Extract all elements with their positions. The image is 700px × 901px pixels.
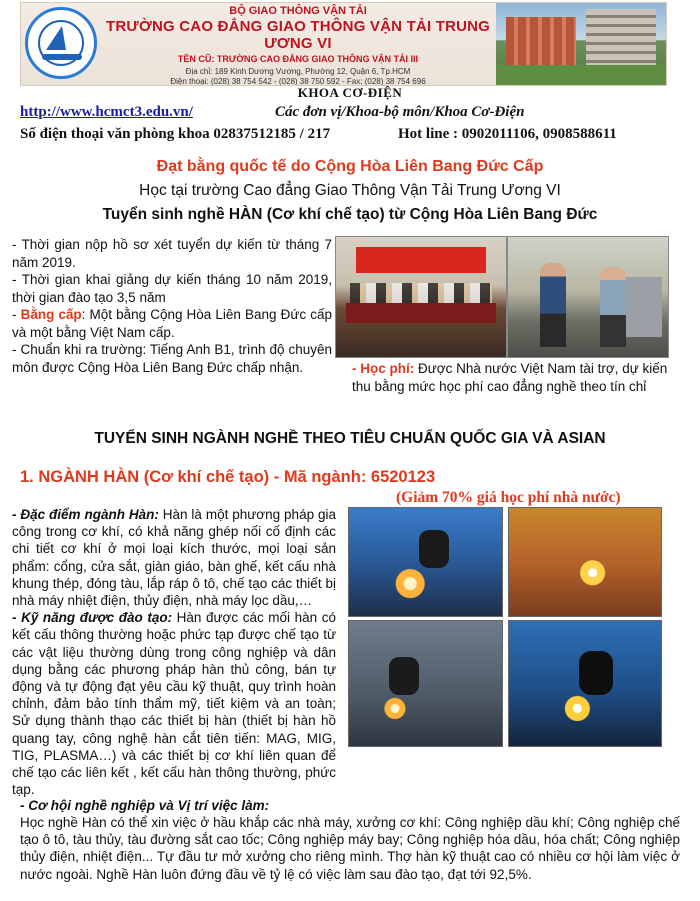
header-banner bbox=[20, 2, 667, 86]
skills-paragraph bbox=[12, 609, 336, 798]
welder-mask bbox=[579, 651, 613, 695]
college-address: Địa chỉ: 189 Kinh Dương Vương, Phường 12, Quận 6, Tp.HCM bbox=[185, 67, 411, 76]
opening-item: - Thời gian khai giảng dự kiến tháng 10 năm 2019, thời gian đào tạo 3,5 năm bbox=[12, 272, 332, 305]
banner-text bbox=[103, 5, 493, 86]
meeting-photo bbox=[335, 236, 507, 358]
workshop-photo bbox=[507, 236, 669, 358]
ship-icon bbox=[46, 26, 66, 50]
office-phone: Số điện thoại văn phòng khoa 02837512185 / 217 bbox=[20, 126, 331, 142]
building-right bbox=[586, 9, 656, 67]
wave-icon bbox=[42, 54, 82, 60]
faculty-title: KHOA CƠ-ĐIỆN bbox=[297, 85, 403, 100]
welding-photo-3 bbox=[348, 620, 503, 747]
college-phones: Điện thoại: (028) 38 754 542 - (028) 38 750 592 - Fax: (028) 38 754 696 bbox=[170, 77, 426, 86]
fee-text: Được Nhà nước Việt Nam tài trợ, dự kiến thu bằng mức học phí cao đẳng nghề theo tín chỉ bbox=[352, 361, 668, 394]
discount-note: (Giảm 70% giá học phí nhà nước) bbox=[396, 489, 621, 506]
degree-item: - Bằng cấp: Một bằng Cộng Hòa Liên Bang Đức cấp và một bằng Việt Nam cấp. bbox=[12, 307, 332, 340]
certificate-headline: Đạt bằng quốc tế do Cộng Hòa Liên Bang Đức Cấp bbox=[156, 158, 544, 175]
program-description bbox=[12, 506, 336, 798]
meeting-table bbox=[346, 303, 496, 323]
features-paragraph bbox=[12, 506, 336, 609]
features-text: Hàn là một phương pháp gia công trong cơ khí, có khả năng ghép nối cố định các chi tiết cơ khí ở mọi loại kích thước, mọi loại sản phẩm: cổng, cửa sắt, giàn giáo, bàn ghế, kết cấu nhà khung thép, đóng tàu, lắp ráp ô tô, chế tạo các thiết bị nhà máy nhiệt điện, thủy điện, nhà máy lọc dầu,… bbox=[12, 507, 336, 609]
banner-backdrop bbox=[356, 247, 486, 273]
graduation-item: - Chuẩn khi ra trường: Tiếng Anh B1, trình độ chuyên môn được Cộng Hòa Liên Bang Đức chấp nhận. bbox=[12, 342, 332, 375]
career-label: - Cơ hội nghề nghiệp và Vị trí việc làm: bbox=[20, 798, 270, 813]
visitor-figure bbox=[600, 267, 626, 347]
college-name: TRƯỜNG CAO ĐẲNG GIAO THÔNG VẬN TẢI TRUNG ƯƠNG VI bbox=[105, 18, 491, 52]
career-text: Học nghề Hàn có thể xin việc ở hầu khắp các nhà máy, xưởng cơ khí: Công nghiệp dầu khí; Công nghiệp chế tạo ô tô, tàu thủy, tàu đường sắt cao tốc; Công nghiệp máy bay; Công nghiệp hóa dầu, hóa chất; Công nghiệp thủy điện, nhiệt điện... Tự đầu tư mở xưởng cho riêng mình. Thợ hàn kỹ thuật cao có nhiều cơ hội làm việc ở nước ngoài. Nghề Hàn luôn đứng đầu về tỷ lệ có việc làm sau đào tạo, đạt tới 92,5%. bbox=[20, 815, 680, 882]
welding-photo-1 bbox=[348, 507, 503, 617]
degree-label: Bằng cấp bbox=[20, 307, 82, 322]
fee-dash: - bbox=[352, 361, 361, 376]
attendees bbox=[350, 283, 492, 305]
welding-photo-2 bbox=[508, 507, 662, 617]
college-old-name: TÊN CŨ: TRƯỜNG CAO ĐẲNG GIAO THÔNG VẬN TẢI III bbox=[177, 54, 419, 64]
website-link[interactable]: http://www.hcmct3.edu.vn/ bbox=[20, 104, 193, 120]
fee-label: Học phí: bbox=[360, 361, 415, 376]
website-row bbox=[20, 104, 193, 121]
skills-text: Hàn được các mối hàn có kết cấu thông thường hoặc phức tạp được chế tạo từ các vật liệu thường dùng trong công nghiệp và dân dụng bằng các phương pháp hàn thủ công, bán tự động và tự động đạt yêu cầu kỹ thuật, quy trình hoàn chỉnh, đảm bảo tính thẩm mỹ, tiết kiệm và an toàn; Sử dụng thành thạo các thiết bị hàn (thiết bị hàn hồ quang tay, công nghệ hàn cắt tiên tiến: MAG, MIG, TIG, PLASMA…) và các thiết bị cơ khí liên quan để chế tạo các liên kết , kết cấu hàn thông thường, phức tạp. bbox=[12, 610, 336, 798]
skills-label: - Kỹ năng được đào tạo: bbox=[12, 610, 173, 626]
hotline: Hot line : 0902011106, 0908588611 bbox=[398, 126, 617, 142]
campus-lawn bbox=[496, 65, 666, 85]
machine-figure bbox=[626, 277, 662, 337]
units-breadcrumb: Các đơn vị/Khoa-bộ môn/Khoa Cơ-Điện bbox=[275, 104, 525, 120]
ministry-name: BỘ GIAO THÔNG VẬN TẢI bbox=[229, 5, 367, 17]
degree-text: : Một bằng Cộng Hòa Liên Bang Đức cấp và một bằng Việt Nam cấp. bbox=[12, 307, 332, 340]
section-title: 1. NGÀNH HÀN (Cơ khí chế tạo) - Mã ngành: 6520123 bbox=[20, 468, 436, 486]
tuition-info bbox=[352, 360, 672, 395]
college-logo bbox=[25, 7, 97, 79]
study-location: Học tại trường Cao đẳng Giao Thông Vận Tải Trung Ương VI bbox=[139, 182, 561, 199]
instructor-figure bbox=[540, 263, 566, 347]
welding-photo-4 bbox=[508, 620, 662, 747]
deadline-item: - Thời gian nộp hồ sơ xét tuyển dự kiến từ tháng 7 năm 2019. bbox=[12, 237, 332, 270]
building-left bbox=[506, 17, 576, 67]
campus-photo bbox=[496, 3, 666, 85]
program-heading: TUYỂN SINH NGÀNH NGHỀ THEO TIÊU CHUẨN QUỐC GIA VÀ ASIAN bbox=[94, 430, 606, 447]
welder-mask bbox=[389, 657, 419, 695]
admission-info bbox=[12, 236, 332, 376]
features-label: - Đặc điểm ngành Hàn: bbox=[12, 507, 159, 522]
recruit-headline: Tuyển sinh nghề HÀN (Cơ khí chế tạo) từ Cộng Hòa Liên Bang Đức bbox=[102, 206, 598, 223]
welder-mask bbox=[419, 530, 449, 568]
